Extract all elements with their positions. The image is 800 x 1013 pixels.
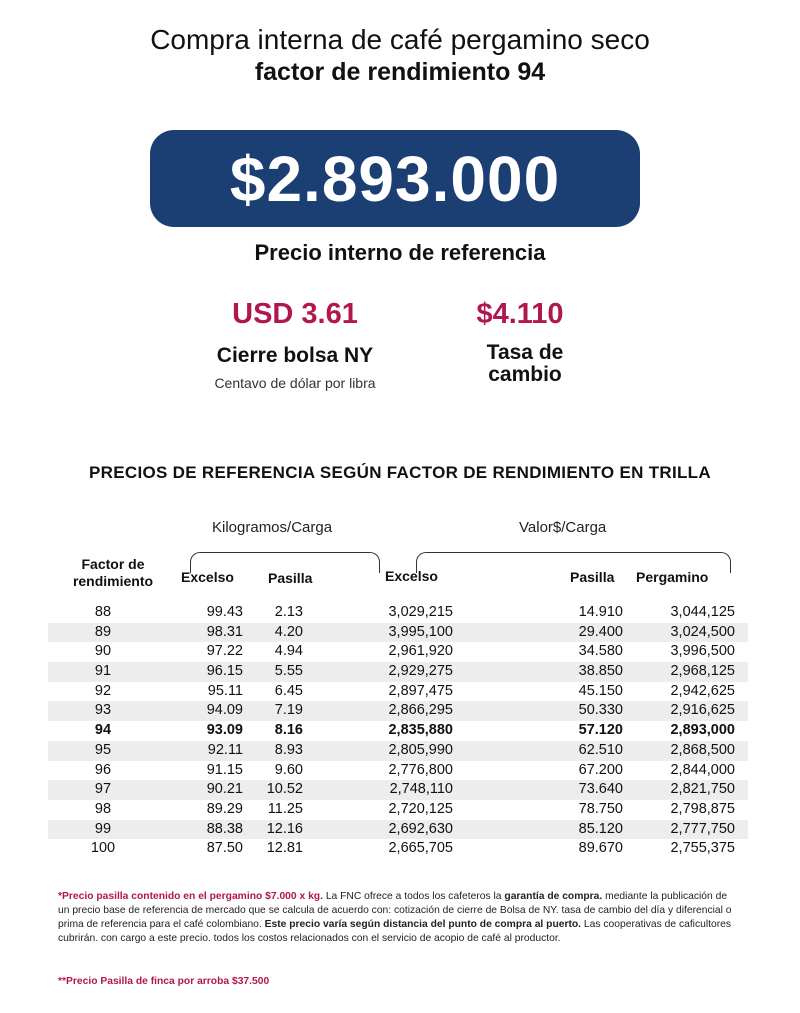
group-header-value: Valor$/Carga	[519, 519, 607, 536]
cell-factor: 89	[94, 623, 112, 640]
cell-factor: 95	[94, 741, 112, 758]
table-row	[48, 682, 748, 702]
cell-value-pasilla: 85.120	[578, 820, 623, 837]
cell-factor: 90	[94, 643, 112, 660]
cell-kg-pasilla: 6.45	[274, 682, 303, 699]
cell-value-excelso: 2,897,475	[388, 682, 453, 699]
cell-value-excelso: 2,692,630	[388, 820, 453, 837]
exchange-rate-label-line1: Tasa de	[486, 341, 564, 364]
cell-value-pasilla: 34.580	[578, 643, 623, 660]
cell-kg-pasilla: 12.16	[266, 820, 303, 837]
cell-value-excelso: 2,805,990	[388, 741, 453, 758]
table-row	[48, 780, 748, 800]
cell-factor: 97	[94, 781, 112, 798]
cell-kg-excelso: 91.15	[206, 761, 243, 778]
cell-value-excelso: 2,835,880	[388, 722, 453, 739]
cell-value-excelso: 3,995,100	[388, 623, 453, 640]
col-header-kg-excelso: Excelso	[181, 569, 234, 585]
cell-value-pergamino: 2,942,625	[670, 682, 735, 699]
cell-value-pasilla: 38.850	[578, 663, 623, 680]
cell-factor: 99	[94, 820, 112, 837]
cell-kg-pasilla: 10.52	[266, 781, 303, 798]
note-text-1: La FNC ofrece a todos los cafeteros la	[322, 891, 505, 902]
cell-kg-pasilla: 4.94	[274, 643, 303, 660]
note-text-3: Las cooperativas de caficultores cubrirán. con cargo a este precio. todos los costos relacionados con el servicio de acopio de café al productor.	[58, 919, 732, 944]
cell-kg-pasilla: 11.25	[267, 800, 303, 817]
cell-kg-excelso: 89.29	[206, 800, 243, 817]
table-heading: PRECIOS DE REFERENCIA SEGÚN FACTOR DE RENDIMIENTO EN TRILLA	[89, 463, 711, 482]
cell-value-pasilla: 89.670	[578, 840, 623, 857]
cell-kg-excelso: 88.38	[206, 820, 243, 837]
table-row	[48, 761, 748, 781]
table-row	[48, 701, 748, 721]
cell-value-pergamino: 2,777,750	[670, 820, 735, 837]
cell-value-excelso: 2,929,275	[388, 663, 453, 680]
disclaimer-notes	[58, 890, 738, 946]
cell-value-pasilla: 14.910	[578, 604, 623, 620]
cell-factor: 92	[94, 682, 112, 699]
cell-value-pasilla: 78.750	[578, 800, 623, 817]
cell-kg-excelso: 87.50	[206, 840, 243, 857]
table-row	[48, 623, 748, 643]
page-title: Compra interna de café pergamino seco	[150, 24, 650, 55]
cell-kg-pasilla: 9.60	[274, 761, 303, 778]
col-header-value-pasilla: Pasilla	[570, 569, 615, 585]
cell-value-pergamino: 2,755,375	[670, 840, 735, 857]
cell-value-pasilla: 29.400	[578, 623, 623, 640]
cell-value-excelso: 2,961,920	[388, 643, 453, 660]
cell-factor: 94	[94, 722, 112, 739]
cell-value-pergamino: 2,844,000	[670, 761, 735, 778]
cell-kg-pasilla: 7.19	[274, 702, 303, 719]
note-text-2: mediante la publicación de un precio base de referencia de mercado que se calcula de acuerdo con: cotización de cierre de Bolsa de NY. tasa de cambio del día y diferencial o prima de referencia para el café colombiano.	[58, 891, 732, 930]
reference-price-box	[150, 130, 640, 227]
cell-kg-excelso: 98.31	[206, 623, 243, 640]
cell-factor: 91	[94, 663, 112, 680]
cell-kg-excelso: 95.11	[207, 682, 243, 699]
price-table-body	[48, 603, 748, 859]
table-row	[48, 800, 748, 820]
cell-value-pergamino: 2,868,500	[670, 741, 735, 758]
table-row	[48, 839, 748, 859]
reference-price-label: Precio interno de referencia	[254, 240, 546, 265]
ny-close-value: USD 3.61	[232, 298, 358, 330]
page-subtitle: factor de rendimiento 94	[254, 58, 546, 86]
table-row	[48, 820, 748, 840]
cell-value-pergamino: 2,798,875	[670, 800, 735, 817]
cell-kg-pasilla: 2.13	[274, 604, 303, 620]
table-row	[48, 721, 748, 741]
cell-value-pasilla: 50.330	[578, 702, 623, 719]
cell-value-pasilla: 57.120	[578, 722, 623, 739]
cell-value-pasilla: 62.510	[578, 741, 623, 758]
cell-kg-pasilla: 5.55	[274, 663, 303, 680]
reference-price-value: $2.893.000	[229, 142, 561, 215]
cell-factor: 98	[94, 800, 112, 817]
cell-value-pergamino: 2,821,750	[670, 781, 735, 798]
cell-kg-excelso: 93.09	[206, 722, 243, 739]
cell-kg-pasilla: 8.93	[274, 741, 303, 758]
cell-value-pergamino: 2,893,000	[670, 722, 735, 739]
cell-kg-pasilla: 8.16	[274, 722, 303, 739]
cell-kg-excelso: 92.11	[207, 741, 243, 758]
cell-factor: 96	[94, 761, 112, 778]
exchange-rate-value: $4.110	[476, 298, 564, 330]
cell-value-pergamino: 2,968,125	[670, 663, 735, 680]
cell-factor: 100	[90, 840, 116, 857]
cell-value-excelso: 2,665,705	[388, 840, 453, 857]
table-row	[48, 662, 748, 682]
exchange-rate-label-line2: cambio	[488, 363, 562, 386]
table-row	[48, 603, 748, 623]
cell-kg-excelso: 97.22	[206, 643, 243, 660]
cell-kg-excelso: 94.09	[206, 702, 243, 719]
cell-factor: 88	[94, 604, 112, 620]
cell-value-pasilla: 45.150	[578, 682, 623, 699]
cell-kg-pasilla: 4.20	[274, 623, 303, 640]
table-row	[48, 642, 748, 662]
cell-value-pergamino: 3,044,125	[670, 604, 735, 620]
footnote-farm-pasilla: **Precio Pasilla de finca por arroba $37.500	[58, 976, 270, 987]
cell-value-excelso: 3,029,215	[388, 604, 453, 620]
ny-close-label: Cierre bolsa NY	[216, 344, 374, 367]
col-header-factor-line1: Factor de	[81, 556, 145, 572]
col-header-kg-pasilla: Pasilla	[268, 570, 313, 586]
cell-kg-excelso: 96.15	[206, 663, 243, 680]
note-price-varies: Este precio varía según distancia del punto de compra al puerto.	[264, 919, 582, 930]
cell-value-pasilla: 67.200	[578, 761, 623, 778]
exchange-rate-label	[455, 342, 595, 386]
col-header-value-pergamino: Pergamino	[636, 569, 709, 585]
ny-close-sublabel: Centavo de dólar por libra	[214, 375, 376, 391]
cell-value-excelso: 2,866,295	[388, 702, 453, 719]
note-purchase-guarantee: garantía de compra.	[504, 891, 603, 902]
cell-kg-pasilla: 12.81	[266, 840, 303, 857]
cell-value-excelso: 2,776,800	[388, 761, 453, 778]
cell-value-pergamino: 2,916,625	[670, 702, 735, 719]
cell-kg-excelso: 90.21	[206, 781, 243, 798]
cell-value-pergamino: 3,996,500	[670, 643, 735, 660]
cell-value-excelso: 2,720,125	[388, 800, 453, 817]
table-row	[48, 741, 748, 761]
cell-factor: 93	[94, 702, 112, 719]
col-header-factor-line2: rendimiento	[72, 573, 154, 589]
cell-value-pergamino: 3,024,500	[670, 623, 735, 640]
cell-kg-excelso: 99.43	[206, 604, 243, 620]
col-header-factor	[58, 556, 168, 590]
col-header-value-excelso: Excelso	[385, 568, 438, 584]
cell-value-pasilla: 73.640	[578, 781, 623, 798]
note-pasilla-price: *Precio pasilla contenido en el pergamino $7.000 x kg.	[58, 891, 323, 902]
group-header-kg: Kilogramos/Carga	[212, 519, 333, 536]
cell-value-excelso: 2,748,110	[389, 781, 453, 798]
